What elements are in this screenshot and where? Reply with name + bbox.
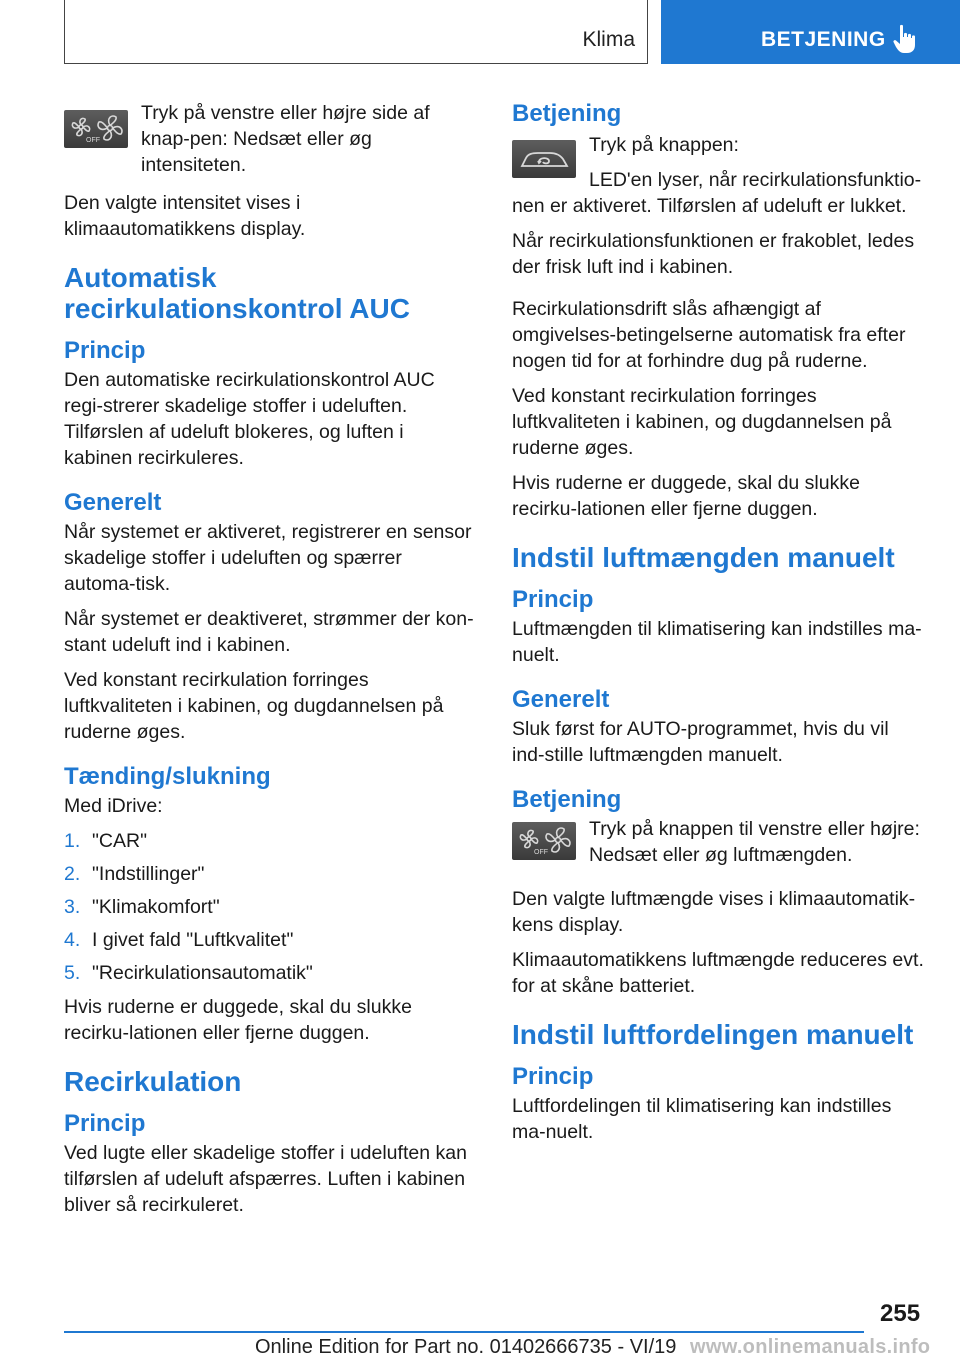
general-paragraph-3: Ved konstant recirkulation forringes luftkvaliteten i kabinen, og dugdannelsen på ruderne øges. [64,669,444,743]
airflow-principle-heading: Princip [512,586,594,613]
fan-button-icon [512,822,576,860]
airflow-button-row [512,816,924,874]
airflow-operation-heading: Betjening [512,786,622,813]
onoff-intro: Med iDrive: [64,795,163,817]
watermark: www.onlinemanuals.info [690,1336,931,1358]
step-number: 5. [64,962,81,984]
press-button-text: Tryk på knappen: [589,134,739,156]
step-number: 1. [64,830,81,852]
list-item [64,861,476,887]
onoff-heading: Tænding/slukning [64,763,271,790]
list-item [64,828,476,854]
led-note: LED'en lyser, når recirkulationsfunktio-nen er aktiveret. Tilførslen af udeluft er lukket. [512,169,922,217]
list-item [64,927,476,953]
distribution-principle-heading: Princip [512,1063,594,1090]
edition-footer: Online Edition for Part no. 01402666735 - VI/19 [255,1336,677,1358]
fog-note: Hvis ruderne er duggede, skal du slukke recirku-lationen eller fjerne duggen. [64,996,412,1044]
airflow-press-text: Tryk på knappen til venstre eller højre: Nedsæt eller øg luftmængden. [589,818,920,866]
header-chapter-box [64,0,648,64]
airflow-heading: Indstil luftmængden manuelt [512,542,895,573]
step-number: 3. [64,896,81,918]
pointing-hand-icon [893,24,919,59]
svg-text:OFF: OFF [86,137,100,144]
airflow-general-heading: Generelt [512,686,610,713]
fan-intro-text: Tryk på venstre eller højre side af knap-pen: Nedsæt eller øg intensiteten. [141,102,430,176]
airflow-principle-text: Luftmængden til klimatisering kan indstilles ma-nuelt. [512,618,922,666]
airflow-battery-text: Klimaautomatikkens luftmængde reduceres evt. for at skåne batteriet. [512,949,924,997]
list-item [64,960,476,986]
distribution-heading: Indstil luftfordelingen manuelt [512,1019,914,1050]
airflow-display-text: Den valgte luftmængde vises i klimaautomatik-kens display. [512,888,916,936]
chapter-title: Klima [582,28,635,51]
step-text: "Klimakomfort" [92,896,220,918]
off-note: Når recirkulationsfunktionen er frakoblet, ledes der frisk luft ind i kabinen. [512,230,915,278]
page-number: 255 [880,1300,921,1327]
section-title: BETJENING [761,28,886,51]
step-text: "Indstillinger" [92,863,205,885]
auc-heading: Automatisk recirkulationskontrol AUC [64,262,410,324]
fan-button-row [64,100,476,178]
idrive-steps [64,828,476,986]
recirc-principle-heading: Princip [64,1110,146,1137]
step-number: 2. [64,863,81,885]
step-number: 4. [64,929,81,951]
svg-text:OFF: OFF [534,849,548,856]
footer-divider [64,1331,864,1333]
display-note: Den valgte intensitet vises i klimaautomatikkens display. [64,192,306,240]
recirculation-heading: Recirkulation [64,1066,242,1097]
quality-note: Ved konstant recirkulation forringes luftkvaliteten i kabinen, og dugdannelsen på ruderne øges. [512,385,892,459]
right-column [512,100,924,1154]
principle-text: Den automatiske recirkulationskontrol AUC regi-strerer skadelige stoffer i udeluften. Tilførslen af udeluft blokeres, og luften i kabinen recirkuleres. [64,369,435,469]
distribution-principle-text: Luftfordelingen til klimatisering kan indstilles ma-nuelt. [512,1095,892,1143]
step-text: I givet fald "Luftkvalitet" [92,929,294,951]
recirc-principle-text: Ved lugte eller skadelige stoffer i udeluften kan tilførslen af udeluft afspærres. Luften i kabinen bliver så recirkuleret. [64,1142,467,1216]
left-column [64,100,476,1227]
principle-heading: Princip [64,337,146,364]
auto-note: Recirkulationsdrift slås afhængigt af omgivelses-betingelserne automatisk fra efter nogen tid for at forhindre dug på ruderne. [512,298,906,372]
general-paragraph-1: Når systemet er aktiveret, registrerer en sensor skadelige stoffer i udeluften og spærrer automa-tisk. [64,521,472,595]
fan-off-button-icon [64,110,128,148]
general-heading: Generelt [64,489,162,516]
step-text: "Recirkulationsautomatik" [92,962,313,984]
recirculation-button-icon [512,140,576,178]
header-section-tab [661,0,960,64]
operation-heading: Betjening [512,100,622,127]
airflow-general-text: Sluk først for AUTO-programmet, hvis du vil ind-stille luftmængden manuelt. [512,718,889,766]
step-text: "CAR" [92,830,148,852]
list-item [64,894,476,920]
general-paragraph-2: Når systemet er deaktiveret, strømmer der kon-stant udeluft ind i kabinen. [64,608,474,656]
fog-note-right: Hvis ruderne er duggede, skal du slukke recirku-lationen eller fjerne duggen. [512,472,860,520]
recirc-button-row [512,132,924,158]
